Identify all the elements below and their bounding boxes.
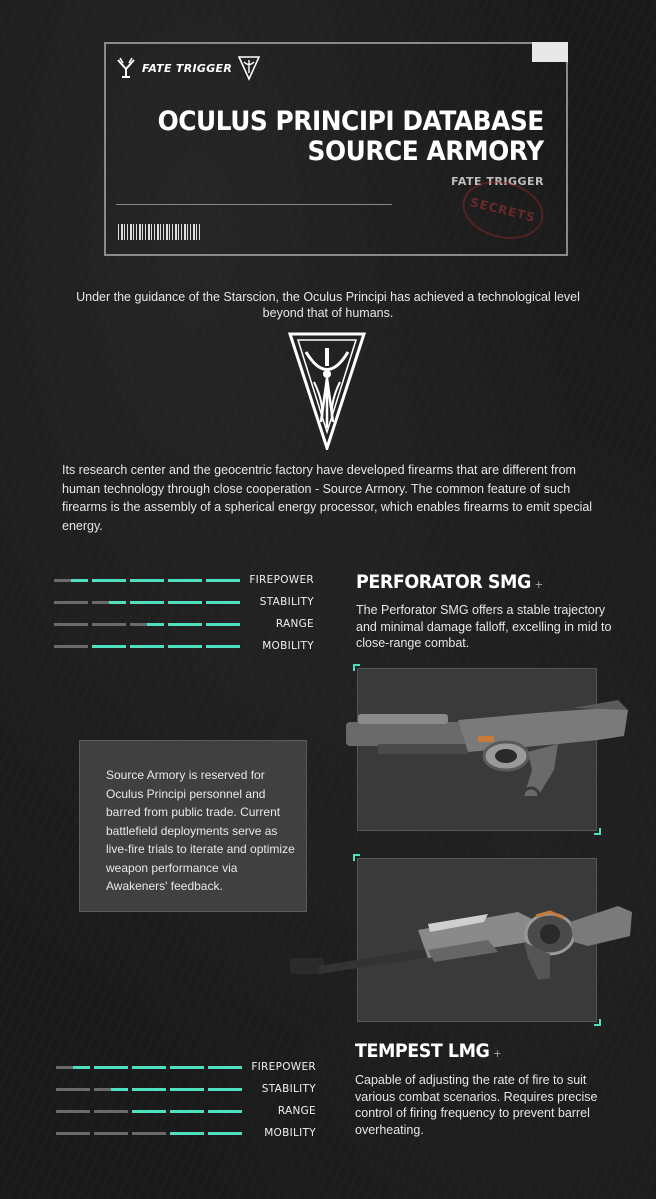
oculus-mini-icon: [238, 55, 260, 81]
stat-row-range: [56, 1100, 316, 1122]
stat-bar-meter: [56, 1066, 242, 1069]
brand-name: FATE TRIGGER: [142, 61, 233, 75]
stat-segment: [56, 1132, 90, 1135]
stat-segment: [54, 579, 88, 582]
stat-segment: [132, 1132, 166, 1135]
smg-image: [318, 692, 630, 812]
stat-segment: [94, 1132, 128, 1135]
page-title-line1: OCULUS PRINCIPI DATABASE: [157, 106, 544, 137]
corner-mark: [594, 1019, 601, 1026]
stat-row-mobility: [54, 635, 314, 657]
stat-bar-meter: [54, 623, 240, 626]
stat-segment: [208, 1110, 242, 1113]
stat-segment: [56, 1066, 90, 1069]
stat-segment: [92, 645, 126, 648]
barcode: [118, 224, 200, 240]
stat-segment: [206, 623, 240, 626]
stat-segment: [132, 1110, 166, 1113]
stat-segment: [170, 1132, 204, 1135]
stat-segment: [132, 1088, 166, 1091]
weapon-title-perforator: [356, 571, 543, 593]
plus-icon: +: [493, 1047, 502, 1060]
weapon-name-text: TEMPEST LMG: [355, 1040, 490, 1062]
intro-paragraph-2: Its research center and the geocentric factory have developed firearms that are different from human technology through close cooperation - Source Armory. The common feature of such firearms is the assembly of a spherical energy processor, which enables firearms to emit special energy.: [62, 463, 593, 533]
stat-bar-meter: [54, 645, 240, 648]
header-divider: [116, 204, 392, 205]
perforator-stats: [54, 569, 314, 657]
stat-label: MOBILITY: [264, 1127, 316, 1139]
stat-segment: [94, 1110, 128, 1113]
stat-segment: [206, 601, 240, 604]
stat-label: MOBILITY: [262, 640, 314, 652]
oculus-emblem-icon: [288, 332, 366, 450]
corner-mark: [594, 828, 601, 835]
stat-row-stability: [56, 1078, 316, 1100]
stat-bar-meter: [56, 1110, 242, 1113]
lmg-image: [288, 902, 634, 1002]
stat-segment: [168, 601, 202, 604]
stat-row-firepower: [56, 1056, 316, 1078]
stat-segment: [206, 645, 240, 648]
stat-segment: [208, 1088, 242, 1091]
stat-segment: [130, 601, 164, 604]
sub-brand: FATE TRIGGER: [451, 175, 544, 188]
stamp-label: SECRETS: [468, 195, 538, 225]
stat-segment: [56, 1088, 90, 1091]
weapon-title-tempest: [355, 1040, 501, 1062]
stat-label: STABILITY: [261, 1083, 316, 1095]
stat-segment: [92, 601, 126, 604]
page-title-line2: SOURCE ARMORY: [307, 136, 544, 167]
stat-segment: [54, 601, 88, 604]
stat-segment: [132, 1066, 166, 1069]
stat-segment: [54, 623, 88, 626]
stat-segment: [130, 579, 164, 582]
stat-segment: [54, 645, 88, 648]
stat-row-range: [54, 613, 314, 635]
stat-segment: [130, 645, 164, 648]
stat-bar-meter: [56, 1088, 242, 1091]
stat-segment: [170, 1088, 204, 1091]
stat-segment: [94, 1066, 128, 1069]
weapon-desc-perforator: The Perforator SMG offers a stable trajectory and minimal damage falloff, excelling in mid to close-range combat.: [356, 603, 612, 650]
info-note-box: [79, 740, 307, 912]
tempest-stats: [56, 1056, 316, 1144]
stat-segment: [130, 623, 164, 626]
corner-mark: [353, 664, 360, 671]
stat-segment: [170, 1110, 204, 1113]
intro-paragraph-1: Under the guidance of the Starscion, the Oculus Principi has achieved a technological level beyond that of humans.: [76, 290, 580, 320]
stat-label: FIREPOWER: [249, 574, 314, 586]
stat-segment: [168, 645, 202, 648]
stat-segment: [168, 579, 202, 582]
stat-row-stability: [54, 591, 314, 613]
stat-segment: [206, 579, 240, 582]
brand-logo: [116, 55, 260, 81]
stat-bar-meter: [56, 1132, 242, 1135]
stat-segment: [168, 623, 202, 626]
corner-mark: [353, 854, 360, 861]
plus-icon: +: [534, 578, 543, 591]
stat-label: STABILITY: [259, 596, 314, 608]
stat-label: RANGE: [277, 1105, 316, 1117]
fate-trigger-logo-icon: [116, 57, 136, 79]
stat-segment: [208, 1132, 242, 1135]
frame-tab: [532, 42, 568, 62]
stat-segment: [208, 1066, 242, 1069]
stat-segment: [92, 623, 126, 626]
stat-bar-meter: [54, 579, 240, 582]
stat-segment: [92, 579, 126, 582]
stat-row-mobility: [56, 1122, 316, 1144]
stat-segment: [170, 1066, 204, 1069]
stat-segment: [94, 1088, 128, 1091]
note-text: Source Armory is reserved for Oculus Principi personnel and barred from public trade. Current battlefield deployments serve as live-fire trials to iterate and optimize weapon performance via Awakeners' feedback.: [106, 768, 295, 893]
stat-segment: [56, 1110, 90, 1113]
stat-label: RANGE: [275, 618, 314, 630]
stat-label: FIREPOWER: [251, 1061, 316, 1073]
stat-bar-meter: [54, 601, 240, 604]
stat-row-firepower: [54, 569, 314, 591]
weapon-name-text: PERFORATOR SMG: [356, 571, 531, 593]
weapon-desc-tempest: Capable of adjusting the rate of fire to suit various combat scenarios. Requires precise control of firing frequency to prevent barrel overheating.: [355, 1073, 598, 1137]
